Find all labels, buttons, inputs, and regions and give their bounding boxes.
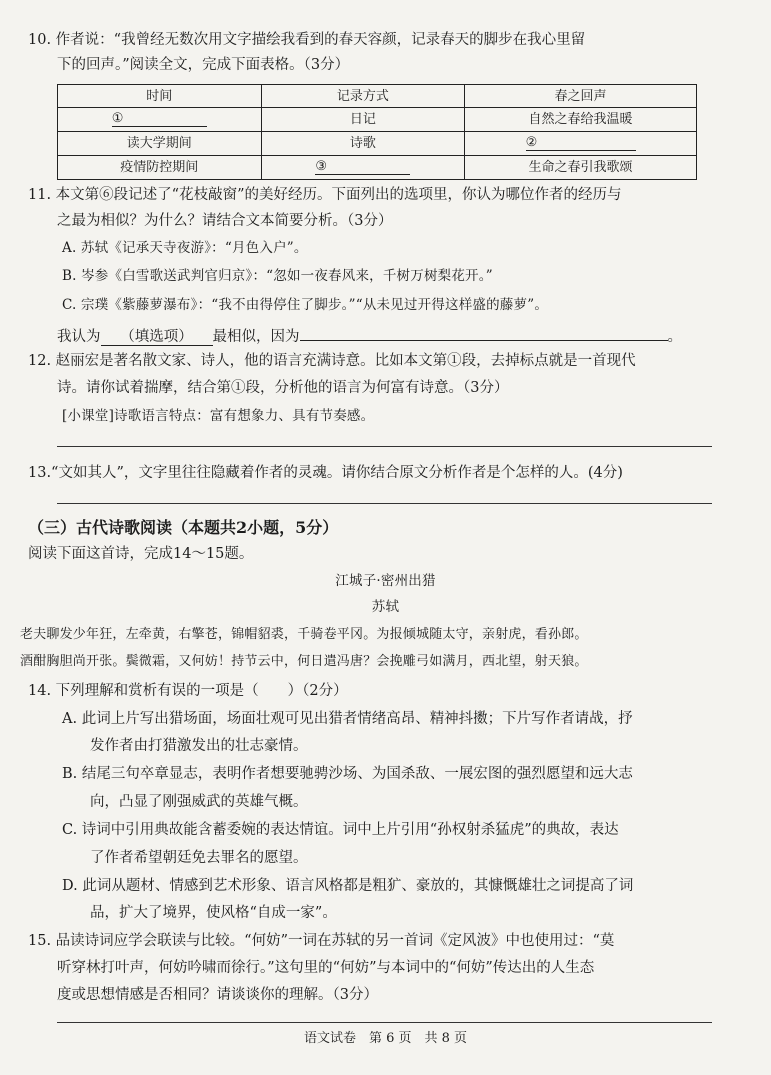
q11-line2: 之最为相似？为什么？请结合文本简要分析。（3分）	[57, 213, 393, 229]
header-method: 记录方式	[261, 85, 465, 108]
q14-option-d-line1: D. 此词从题材、情感到艺术形象、语言风格都是粗犷、豪放的，其慷慨雄壮之词提高了词	[62, 878, 634, 894]
poem-line2: 酒酣胸胆尚开张。鬓微霜，又何妨！持节云中，何日遣冯唐？会挽雕弓如满月，西北望，射天狼。	[20, 654, 588, 669]
answer-end: 。	[667, 329, 682, 345]
q11-line1: 11. 本文第⑥段记述了“花枝敲窗”的美好经历。下面列出的选项里，你认为哪位作者的经历与	[28, 187, 622, 203]
answer-fill-hint: （填选项）	[120, 329, 193, 345]
answer-mid: 最相似，因为	[212, 329, 300, 345]
table-row	[58, 156, 697, 180]
q11-option-a: A. 苏轼《记承天寺夜游》：“月色入户”。	[62, 240, 308, 256]
q12-line1: 12. 赵丽宏是著名散文家、诗人，他的语言充满诗意。比如本文第①段，去掉标点就是一首现代	[28, 353, 636, 369]
q13-answer-line[interactable]	[57, 503, 712, 504]
header-time: 时间	[58, 85, 262, 108]
q15-line2: 听穿林打叶声，何妨吟啸而徐行。”这句里的“何妨”与本词中的“何妨”传达出的人生态	[57, 960, 595, 976]
q10-line2: 下的回声。”阅读全文，完成下面表格。（3分）	[57, 57, 350, 73]
q13-line1: 13.“文如其人”，文字里往往隐藏着作者的灵魂。请你结合原文分析作者是个怎样的人。(4分)	[28, 465, 623, 481]
section3-intro: 阅读下面这首诗，完成14～15题。	[28, 546, 254, 562]
option-answer-blank[interactable]	[101, 330, 213, 346]
q11-answer-line	[57, 327, 682, 346]
blank-marker: ③	[315, 159, 327, 174]
poem-title: 江城子·密州出猎	[335, 573, 436, 589]
q12-tip: [小课堂]诗歌语言特点：富有想象力、具有节奏感。	[62, 408, 375, 424]
table-header-row	[58, 85, 697, 108]
q14-option-d-line2: 品，扩大了境界，使风格“自成一家”。	[90, 905, 337, 921]
cell-echo: 自然之春给我温暖	[465, 108, 697, 132]
page-footer: 语文试卷 第 6 页 共 8 页	[303, 1031, 468, 1046]
poem-author: 苏轼	[371, 599, 400, 615]
q15-line1: 15. 品读诗词应学会联读与比较。“何妨”一词在苏轼的另一首词《定风波》中也使用过：“莫	[28, 933, 615, 949]
q14-option-c-line1: C. 诗词中引用典故能含蓄委婉的表达情谊。词中上片引用“孙权射杀猛虎”的典故，表达	[62, 822, 619, 838]
q14-option-a-line1: A. 此词上片写出猎场面，场面壮观可见出猎者情绪高昂、精神抖擞；下片写作者请战，抒	[62, 711, 633, 727]
poem-line1: 老夫聊发少年狂，左牵黄，右擎苍，锦帽貂裘，千骑卷平冈。为报倾城随太守，亲射虎，看孙郎。	[20, 627, 588, 642]
q14-option-a-line2: 发作者由打猎激发出的壮志豪情。	[90, 738, 308, 754]
q14-option-b-line2: 向，凸显了刚强威武的英雄气概。	[90, 794, 308, 810]
cell-time: 读大学期间	[58, 132, 262, 156]
q14-option-b-line1: B. 结尾三句卒章显志，表明作者想要驰骋沙场、为国杀敌、一展宏图的强烈愿望和远大志	[62, 766, 633, 782]
q14-option-c-line2: 了作者希望朝廷免去罪名的愿望。	[90, 850, 308, 866]
blank-marker: ①	[111, 111, 124, 126]
reason-answer-blank[interactable]	[300, 327, 668, 341]
q10-fill-table	[57, 84, 697, 180]
q12-answer-line[interactable]	[57, 446, 712, 447]
q12-line2: 诗。请你试着揣摩，结合第①段，分析他的语言为何富有诗意。（3分）	[57, 380, 509, 396]
q15-answer-line[interactable]	[57, 1022, 712, 1023]
cell-echo-blank[interactable]	[465, 132, 697, 156]
cell-time-blank[interactable]	[58, 108, 262, 132]
cell-echo: 生命之春引我歌颂	[465, 156, 697, 180]
answer-prefix: 我认为	[57, 329, 101, 345]
q10-line1: 10. 作者说：“我曾经无数次用文字描绘我看到的春天容颜，记录春天的脚步在我心里留	[28, 32, 586, 48]
cell-method-blank[interactable]	[261, 156, 465, 180]
header-echo: 春之回声	[465, 85, 697, 108]
q11-option-c: C. 宗璞《紫藤萝瀑布》：“我不由得停住了脚步。”“从未见过开得这样盛的藤萝”。	[62, 297, 549, 313]
cell-method: 日记	[261, 108, 465, 132]
section3-title: （三）古代诗歌阅读（本题共2小题，5分）	[28, 518, 339, 537]
cell-time: 疫情防控期间	[58, 156, 262, 180]
cell-method: 诗歌	[261, 132, 465, 156]
table-row	[58, 132, 697, 156]
table-row	[58, 108, 697, 132]
blank-marker: ②	[525, 135, 538, 150]
q14-stem: 14. 下列理解和赏析有误的一项是（ ）（2分）	[28, 683, 348, 699]
q15-line3: 度或思想情感是否相同？请谈谈你的理解。（3分）	[57, 987, 378, 1003]
q11-option-b: B. 岑参《白雪歌送武判官归京》：“忽如一夜春风来，千树万树梨花开。”	[62, 268, 493, 284]
